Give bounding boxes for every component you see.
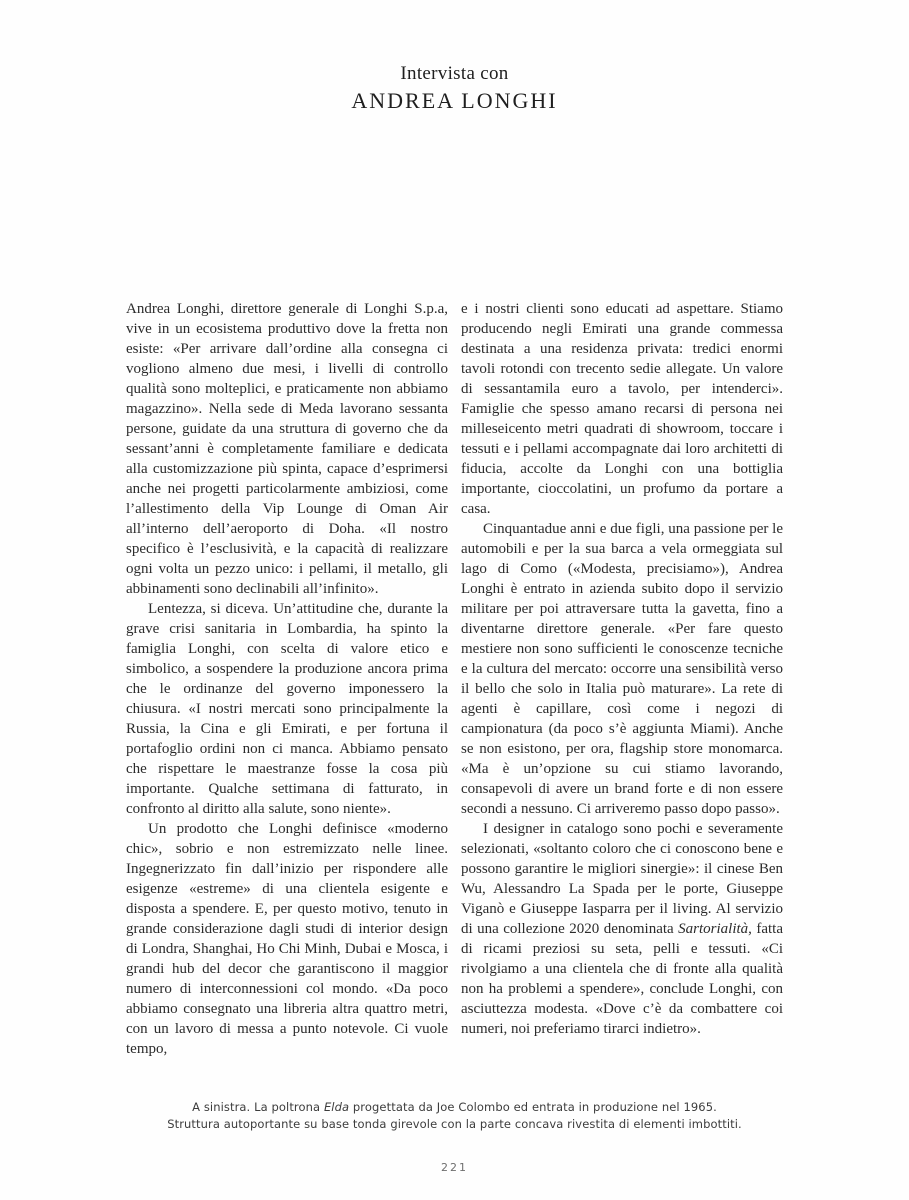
page-number: 221: [441, 1161, 468, 1174]
paragraph: [126, 599, 448, 819]
paragraph: [461, 299, 783, 519]
article-title: ANDREA LONGHI: [351, 88, 558, 113]
paragraph: [461, 819, 783, 1039]
article-kicker: Intervista con: [400, 63, 509, 84]
right-column: [461, 299, 783, 1059]
text-segment: I designer in catalogo sono pochi e severamente selezionati, «soltanto coloro che ci conoscono bene e possono garantire le migliori sinergie»: il cinese Ben Wu, Alessandro La Spada per le porte, Giuseppe Viganò e Giuseppe Iasparra per il living. Al servizio di una collezione 2020 denominata: [461, 821, 783, 937]
italic-text: Sartorialità: [678, 921, 749, 937]
paragraph: [126, 819, 448, 1059]
text-segment: e i nostri clienti sono educati ad aspettare. Stiamo producendo negli Emirati una grande commessa destinata a una residenza privata: tredici enormi tavoli rotondi con trecento sedie allegate. Un valore di sessantamila euro a tavolo, per intenderci». Famiglie che spesso amano recarsi di persona nei milleseicento metri quadrati di showroom, toccare i tessuti e i pellami accompagnate dai loro architetti di fiducia, accolte da Longhi con una bottiglia importante, cioccolatini, un profumo da portare a casa.: [461, 301, 783, 517]
article-header: [0, 62, 909, 114]
text-segment: progettata da Joe Colombo ed entrata in produzione nel 1965. Struttura autoportante su base tonda girevole con la parte concava rivestita di elementi imbottiti.: [167, 1100, 742, 1131]
paragraph: [461, 519, 783, 819]
photo-caption: [164, 1099, 745, 1133]
left-column: [126, 299, 448, 1059]
article-body: [126, 299, 783, 1059]
text-segment: Un prodotto che Longhi definisce «moderno chic», sobrio e non estremizzato nelle linee. Ingegnerizzato fin dall’inizio per rispondere alle esigenze «estreme» di una clientela esigente e disposta a spendere. E, per questo motivo, tenuto in grande considerazione dagli studi di interior design di Londra, Shanghai, Ho Chi Minh, Dubai e Mosca, i grandi hub del decor che garantiscono il maggior numero di interconnessioni col mondo. «Da poco abbiamo consegnato una libreria altra quattro metri, con un lavoro di messa a punto notevole. Ci vuole tempo,: [126, 821, 448, 1057]
text-segment: Andrea Longhi, direttore generale di Longhi S.p.a, vive in un ecosistema produttivo dove la fretta non esiste: «Per arrivare dall’ordine alla consegna ci vogliono almeno due mesi, i livelli di controllo qualità sono molteplici, e praticamente non abbiamo magazzino». Nella sede di Meda lavorano sessanta persone, guidate da una struttura di governo che da sessant’anni è completamente familiare e dedicata alla customizzazione più spinta, capace d’esprimersi anche nei progetti particolarmente ambiziosi, come l’allestimento della Vip Lounge di Oman Air all’interno dell’aeroporto di Doha. «Il nostro specifico è l’esclusività, e la capacità di realizzare ogni volta un pezzo unico: i pellami, il metallo, gli abbinamenti sono declinabili all’infinito».: [126, 301, 448, 597]
italic-text: Elda: [323, 1100, 350, 1114]
text-segment: , fatta di ricami preziosi su seta, pelli e tessuti. «Ci rivolgiamo a una clientela che di fronte alla qualità non ha problemi a spendere», conclude Longhi, con asciuttezza modesta. «Dove c’è da combattere coi numeri, noi preferiamo tirarci indietro».: [461, 921, 783, 1037]
text-segment: A sinistra. La poltrona: [192, 1100, 324, 1114]
text-segment: Lentezza, si diceva. Un’attitudine che, durante la grave crisi sanitaria in Lombardia, ha spinto la famiglia Longhi, con scelta di valore etico e simbolico, a sospendere la produzione ancora prima che le ordinanze del governo imponessero la chiusura. «I nostri mercati sono principalmente la Russia, la Cina e gli Emirati, e per fortuna il portafoglio ordini non ci manca. Abbiamo pensato che rispettare le maestranze fosse la cosa più importante. Qualche settimana di fatturato, in confronto al diritto alla salute, sono niente».: [126, 601, 448, 817]
paragraph: [126, 299, 448, 599]
text-segment: Cinquantadue anni e due figli, una passione per le automobili e per la sua barca a vela ormeggiata sul lago di Como («Modesta, precisiamo»), Andrea Longhi è entrato in azienda subito dopo il servizio militare per poi attraversare tutta la gavetta, fino a diventarne direttore generale. «Per fare questo mestiere non sono sufficienti le conoscenze tecniche e la cultura del mercato: occorre una sensibilità verso il bello che solo in Italia può maturare». La rete di agenti è capillare, così come i negozi di campionatura (da poco s’è aggiunta Miami). Anche se non esistono, per ora, flagship store monomarca. «Ma è un’opzione su cui stiamo lavorando, consapevoli di avere un brand forte e di non essere secondi a nessuno. Ci arriveremo passo dopo passo».: [461, 521, 783, 817]
